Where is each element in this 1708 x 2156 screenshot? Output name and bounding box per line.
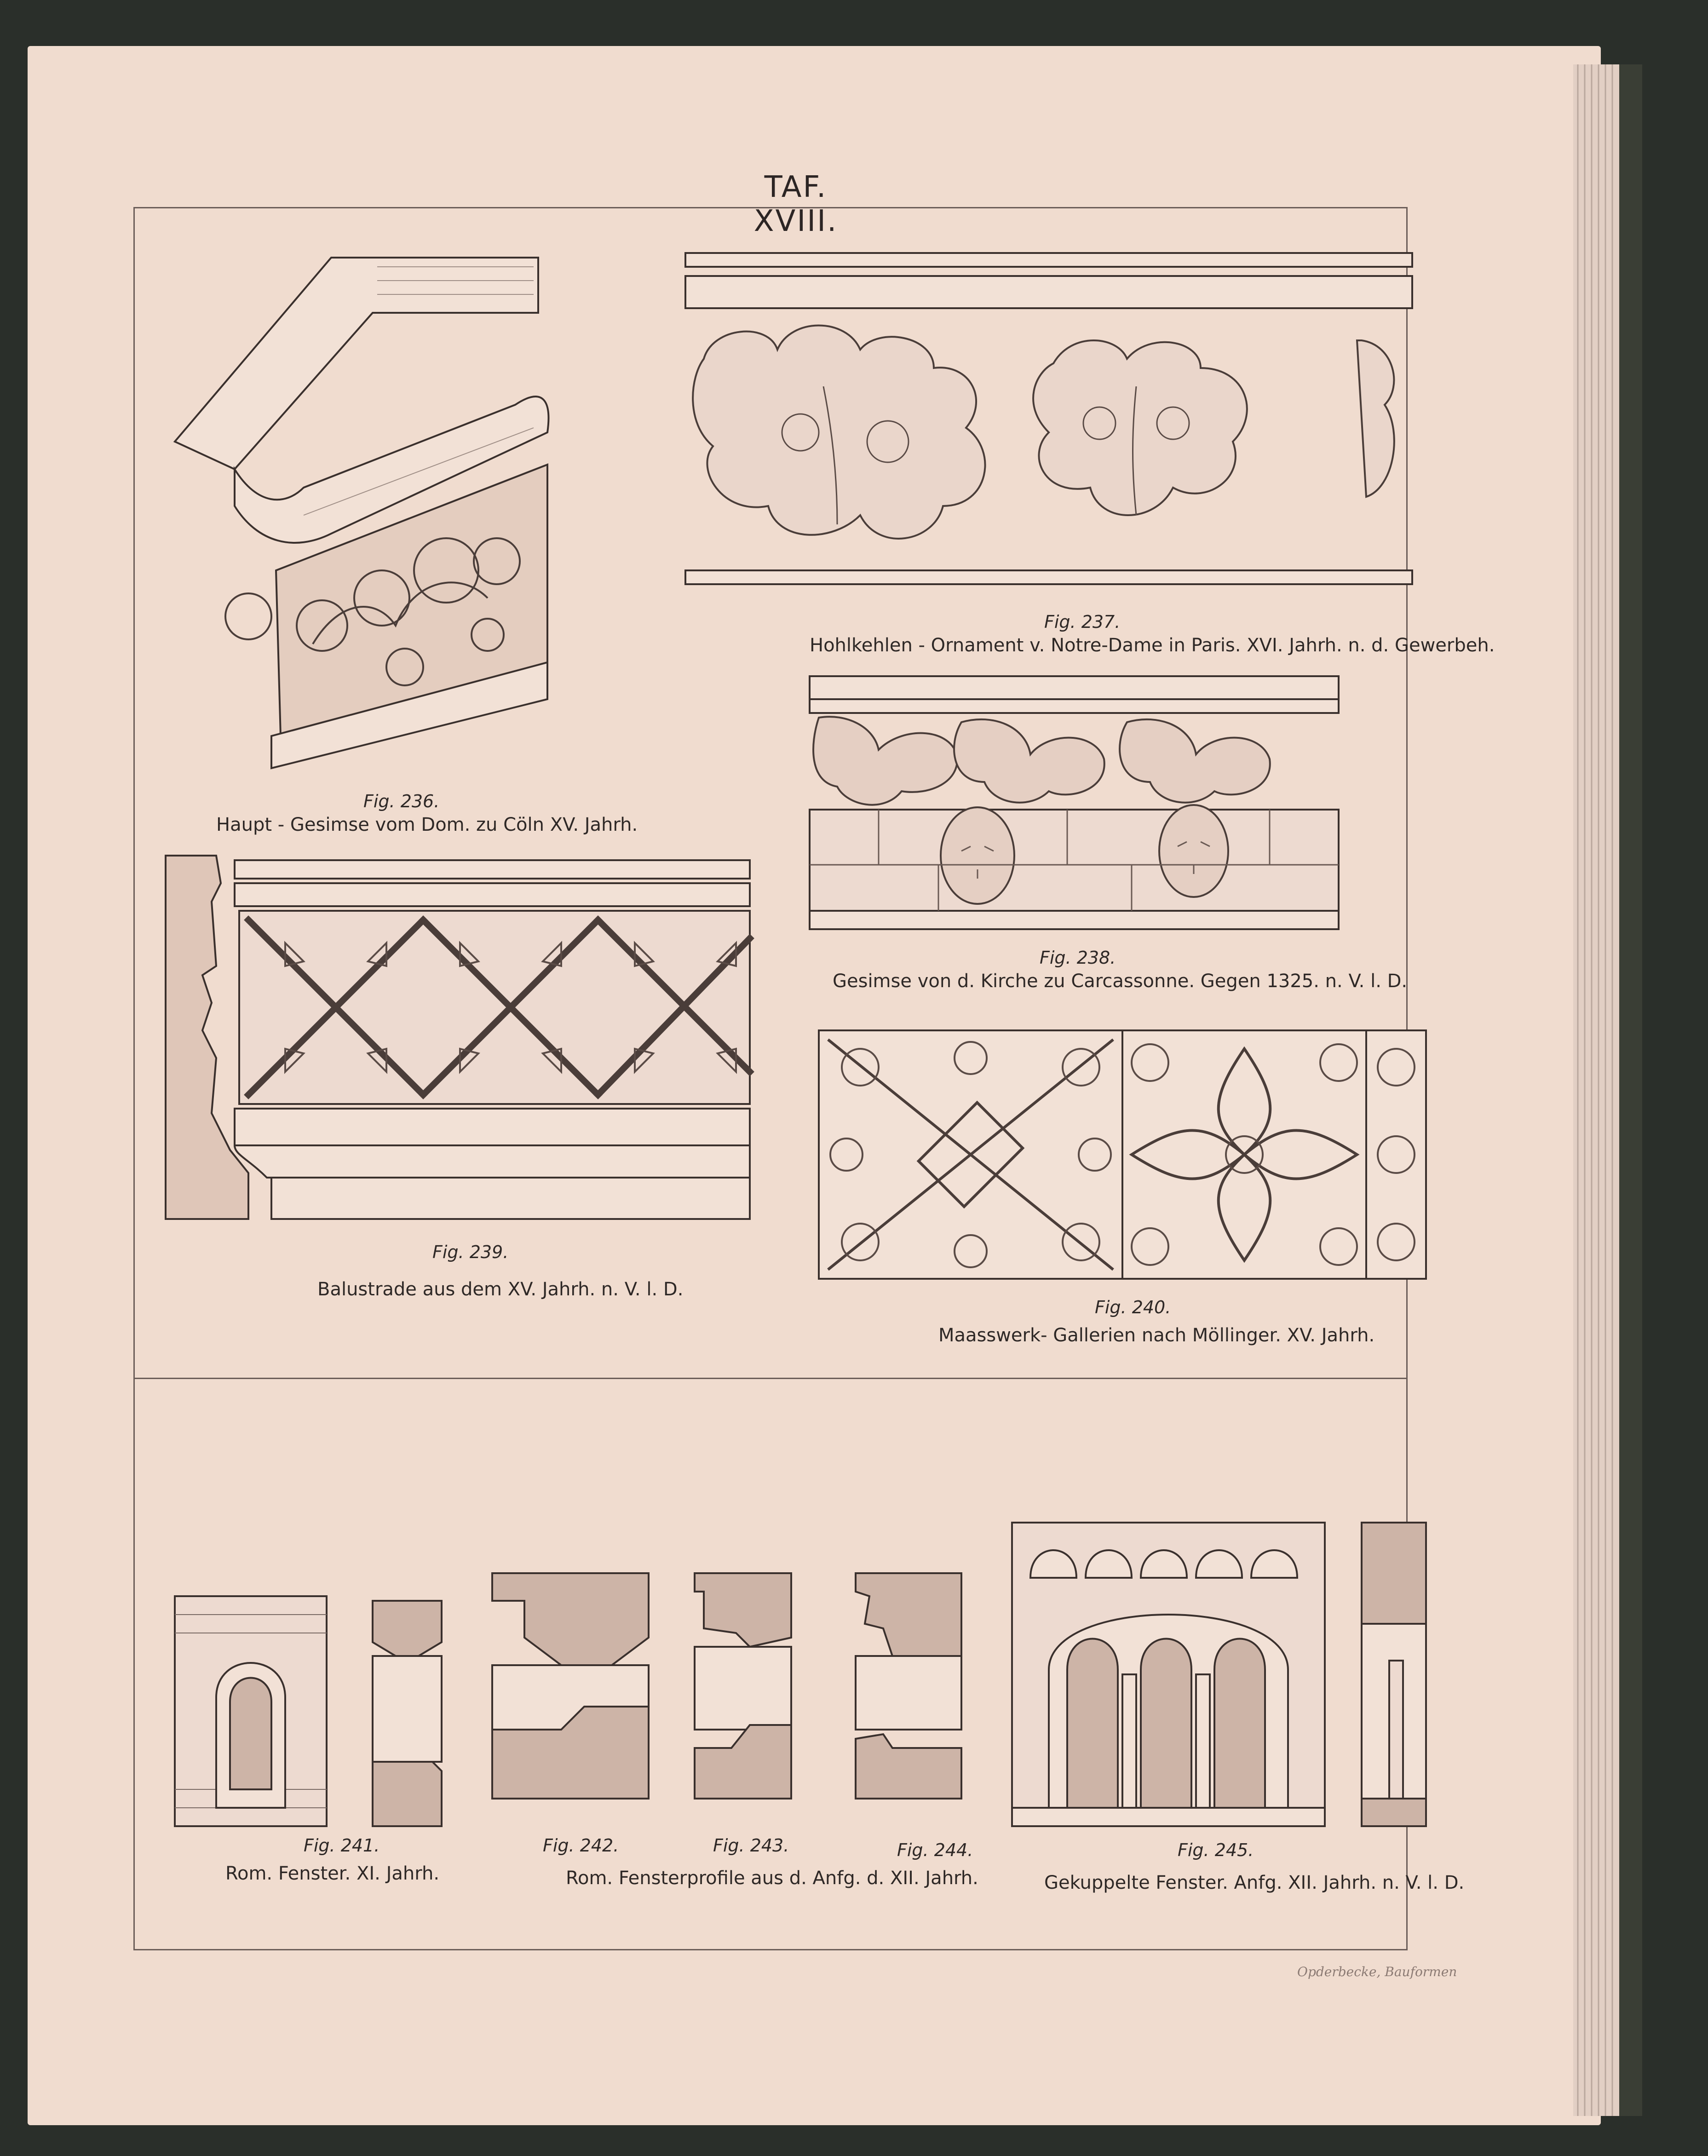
fig-244-illustration (856, 1573, 961, 1799)
publisher-imprint: Opderbecke, Bauformen (1297, 1964, 1457, 1979)
fig-239-illustration (166, 856, 750, 1219)
fig-236-illustration (166, 248, 566, 777)
fig-238-illustration (810, 676, 1339, 948)
fig-237-caption: Hohlkehlen - Ornament v. Notre-Dame in Paris. XVI. Jahrh. n. d. Gewerbeh. (810, 635, 1495, 656)
fig-245-illustration (1012, 1523, 1426, 1826)
fig-239-number: Fig. 239. (432, 1242, 509, 1262)
fig-237-illustration (685, 248, 1412, 598)
fig-242-number: Fig. 242. (543, 1835, 619, 1856)
fig-236-number: Fig. 236. (363, 791, 440, 811)
fig-243-number: Fig. 243. (713, 1835, 789, 1856)
fig-237-number: Fig. 237. (1044, 612, 1121, 632)
fig-242-244-caption: Rom. Fensterprofile aus d. Anfg. d. XII. Jahrh. (566, 1868, 978, 1889)
fig-241-number: Fig. 241. (304, 1835, 380, 1856)
fig-244-number: Fig. 244. (897, 1840, 973, 1860)
section-divider (133, 1378, 1408, 1379)
plate-title: TAF. XVIII. (753, 170, 838, 238)
fig-243-illustration (695, 1573, 791, 1799)
fig-236-caption: Haupt - Gesimse vom Dom. zu Cöln XV. Jahrh. (216, 814, 638, 835)
fig-240-number: Fig. 240. (1095, 1297, 1171, 1317)
fig-241-illustration (175, 1596, 451, 1826)
fig-241-caption: Rom. Fenster. XI. Jahrh. (225, 1863, 440, 1884)
fig-242-illustration (492, 1573, 649, 1799)
fig-240-illustration (819, 1030, 1426, 1279)
fig-240-caption: Maasswerk- Gallerien nach Möllinger. XV. Jahrh. (938, 1325, 1375, 1346)
fig-245-number: Fig. 245. (1178, 1840, 1254, 1860)
page-edges (1573, 64, 1642, 2116)
fig-238-caption: Gesimse von d. Kirche zu Carcassonne. Gegen 1325. n. V. l. D. (833, 971, 1408, 992)
fig-239-caption: Balustrade aus dem XV. Jahrh. n. V. l. D. (317, 1279, 684, 1300)
fig-245-caption: Gekuppelte Fenster. Anfg. XII. Jahrh. n. V. l. D. (1044, 1872, 1465, 1893)
fig-238-number: Fig. 238. (1040, 948, 1116, 968)
